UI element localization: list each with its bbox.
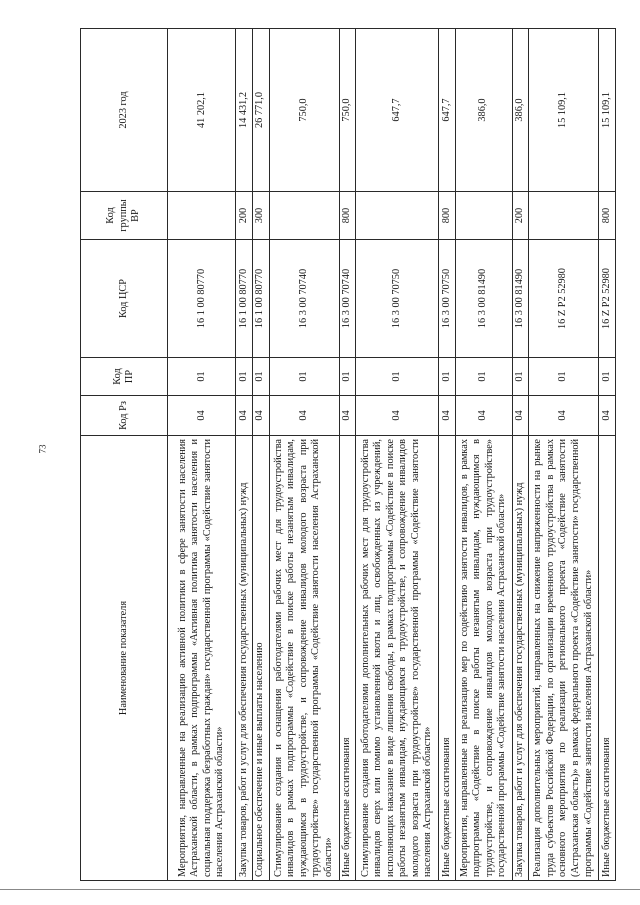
rotated-table-container — [80, 29, 616, 881]
row-name: Социальное обеспечение и иные выплаты населению — [252, 436, 269, 881]
row-vr — [455, 192, 512, 240]
table-row — [252, 29, 269, 881]
row-csr: 16 3 00 70750 — [439, 240, 456, 358]
row-csr: 16 3 00 81490 — [512, 240, 529, 358]
row-csr: 16 3 00 81490 — [455, 240, 512, 358]
table-header-row — [81, 29, 168, 881]
row-name: Мероприятия, направленные на реализацию активной политики в сфере занятости населения Астраханской области, в рамках подпрограммы «Активная политика занятости населения и социальная поддержка безработных граждан» государственной программы «Содействие занятости населения Астраханской области» — [168, 436, 236, 881]
row-vr: 800 — [439, 192, 456, 240]
table-row — [269, 29, 339, 881]
header-name: Наименование показателя — [81, 436, 168, 881]
row-rz: 04 — [529, 396, 599, 436]
row-value: 14 431,2 — [236, 29, 253, 192]
row-vr: 200 — [512, 192, 529, 240]
row-pr: 01 — [455, 358, 512, 396]
table-row — [168, 29, 236, 881]
row-csr: 16 Z P2 52980 — [529, 240, 599, 358]
row-csr: 16 3 00 70740 — [269, 240, 339, 358]
header-year: 2023 год — [81, 29, 168, 192]
row-pr: 01 — [269, 358, 339, 396]
row-pr: 01 — [168, 358, 236, 396]
row-rz: 04 — [339, 396, 356, 436]
row-name: Закупка товаров, работ и услуг для обеспечения государственных (муниципальных) нужд — [236, 436, 253, 881]
row-pr: 01 — [252, 358, 269, 396]
table-row — [439, 29, 456, 881]
table-row — [599, 29, 616, 881]
row-vr — [168, 192, 236, 240]
row-rz: 04 — [599, 396, 616, 436]
row-vr: 300 — [252, 192, 269, 240]
header-pr: Код ПР — [81, 358, 168, 396]
table-row — [236, 29, 253, 881]
row-pr: 01 — [339, 358, 356, 396]
scan-edge-line — [0, 889, 640, 890]
row-name: Реализация дополнительных мероприятий, направленных на снижение напряженности на рынке труда субъектов Российской Федерации, по организации временного трудоустройства в рамках основного мероприятия по реализации регионального проекта «Содействие занятости (Астраханская область)» в рамках федерального проекта «Содействие занятости» государственной программы «Содействие занятости населения Астраханской области» — [529, 436, 599, 881]
budget-table — [80, 28, 616, 881]
page-number: 73 — [37, 444, 48, 454]
row-name: Закупка товаров, работ и услуг для обеспечения государственных (муниципальных) нужд — [512, 436, 529, 881]
row-csr: 16 Z P2 52980 — [599, 240, 616, 358]
row-vr — [269, 192, 339, 240]
table-row — [339, 29, 356, 881]
row-name: Иные бюджетные ассигнования — [339, 436, 356, 881]
row-value: 647,7 — [356, 29, 439, 192]
row-pr: 01 — [512, 358, 529, 396]
header-vr: Код группы ВР — [81, 192, 168, 240]
row-rz: 04 — [236, 396, 253, 436]
header-csr: Код ЦСР — [81, 240, 168, 358]
row-rz: 04 — [269, 396, 339, 436]
row-value: 750,0 — [339, 29, 356, 192]
row-value: 41 202,1 — [168, 29, 236, 192]
row-vr: 800 — [339, 192, 356, 240]
row-vr: 200 — [236, 192, 253, 240]
row-pr: 01 — [529, 358, 599, 396]
row-rz: 04 — [455, 396, 512, 436]
row-csr: 16 1 00 80770 — [252, 240, 269, 358]
header-rz: Код Рз — [81, 396, 168, 436]
row-name: Стимулирование создания работодателями дополнительных рабочих мест для трудоустройства инвалидов сверх или помимо установленной квоты и лиц, освобожденных из учреждений, исполняющих наказание в виде лишения свободы, в рамках подпрограммы «Содействие в поиске работы незанятым инвалидам, нуждающимся в трудоустройстве, и сопровождение инвалидов молодого возраста при трудоустройстве» государственной программы «Содействие занятости населения Астраханской области» — [356, 436, 439, 881]
row-vr — [529, 192, 599, 240]
row-rz: 04 — [356, 396, 439, 436]
row-pr: 01 — [356, 358, 439, 396]
row-vr: 800 — [599, 192, 616, 240]
row-value: 26 771,0 — [252, 29, 269, 192]
row-value: 386,0 — [455, 29, 512, 192]
row-csr: 16 3 00 70740 — [339, 240, 356, 358]
row-csr: 16 3 00 70750 — [356, 240, 439, 358]
row-rz: 04 — [168, 396, 236, 436]
row-rz: 04 — [512, 396, 529, 436]
row-rz: 04 — [252, 396, 269, 436]
row-value: 15 109,1 — [529, 29, 599, 192]
row-name: Мероприятия, направленные на реализацию мер по содействию занятости инвалидов, в рамках подпрограммы «Содействие в поиске работы незанятым инвалидам, нуждающимся в трудоустройстве, и сопровождение инвалидов молодого возраста при трудоустройстве» государственной программы «Содействие занятости населения Астраханской области» — [455, 436, 512, 881]
row-vr — [356, 192, 439, 240]
row-name: Иные бюджетные ассигнования — [439, 436, 456, 881]
row-pr: 01 — [236, 358, 253, 396]
table-row — [512, 29, 529, 881]
table-row — [529, 29, 599, 881]
row-pr: 01 — [439, 358, 456, 396]
row-rz: 04 — [439, 396, 456, 436]
row-value: 750,0 — [269, 29, 339, 192]
row-csr: 16 1 00 80770 — [236, 240, 253, 358]
row-value: 386,0 — [512, 29, 529, 192]
row-pr: 01 — [599, 358, 616, 396]
row-csr: 16 1 00 80770 — [168, 240, 236, 358]
table-row — [356, 29, 439, 881]
row-name: Иные бюджетные ассигнования — [599, 436, 616, 881]
row-value: 15 109,1 — [599, 29, 616, 192]
row-name: Стимулирование создания и оснащения работодателями рабочих мест для трудоустройства инвалидов в рамках подпрограммы «Содействие в поиске работы незанятым инвалидам, нуждающимся в трудоустройстве, и сопровождение инвалидов молодого возраста при трудоустройстве» государственной программы «Содействие занятости населения Астраханской области» — [269, 436, 339, 881]
row-value: 647,7 — [439, 29, 456, 192]
table-row — [455, 29, 512, 881]
